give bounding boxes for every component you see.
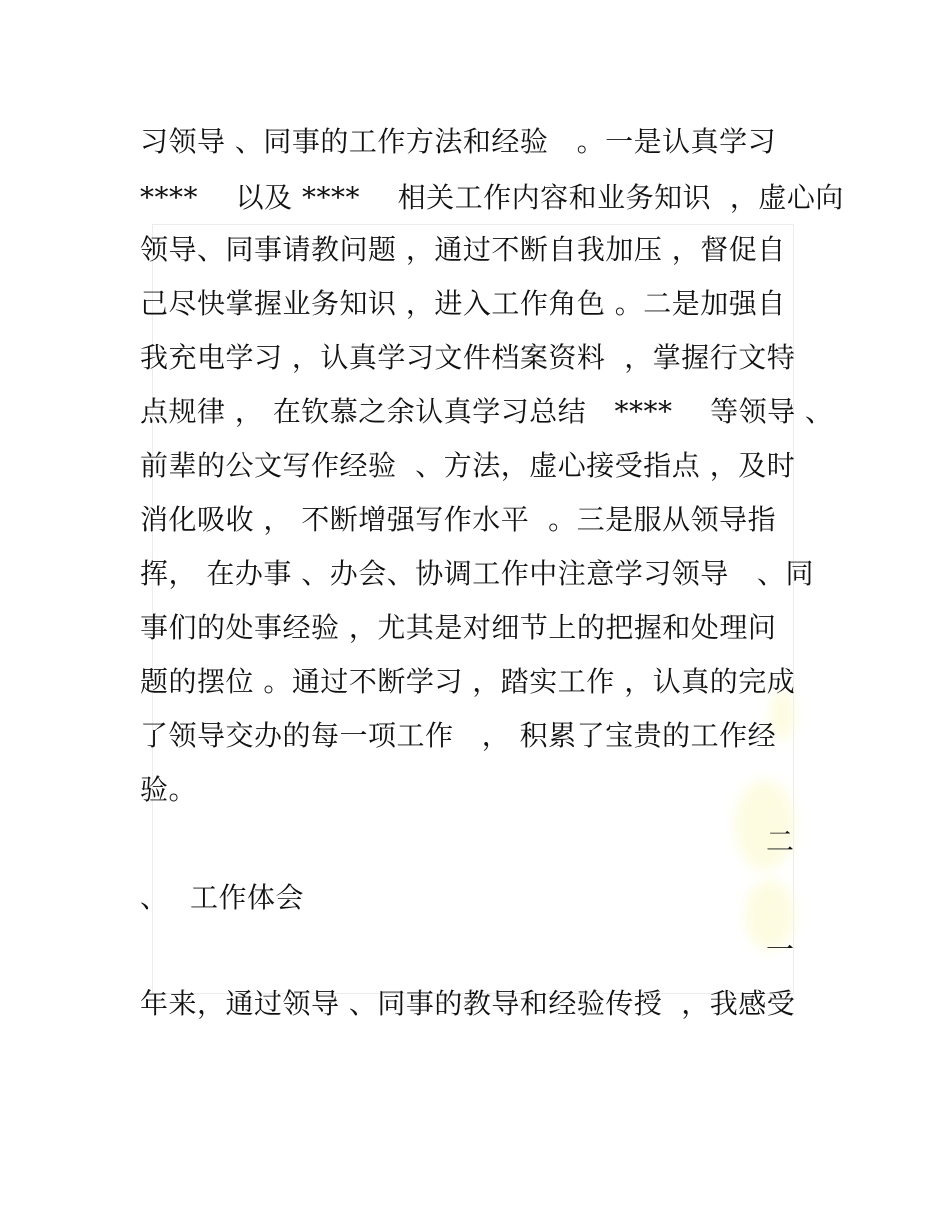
body-line: 前辈的公文写作经验 、方法，虚心接受指点 ，及时 [140, 449, 796, 482]
body-line: 事们的处事经验 ，尤其是对细节上的把握和处理问 [140, 611, 777, 644]
body-line: 年来，通过领导 、同事的教导和经验传授 ，我感受 [140, 987, 796, 1020]
body-line: 己尽快掌握业务知识 ，进入工作角色 。二是加强自 [140, 287, 786, 320]
body-line: 挥， 在办事 、办会、协调工作中注意学习领导 、同 [140, 557, 815, 590]
body-line: 习领导 、同事的工作方法和经验 。一是认真学习 [140, 125, 777, 158]
body-line: 消化吸收 ， 不断增强写作水平 。三是服从领导指 [140, 503, 777, 536]
body-line: 了领导交办的每一项工作 ， 积累了宝贵的工作经 [140, 719, 777, 752]
paragraph-start: 一 [766, 933, 795, 966]
body-line: 我充电学习 ，认真学习文件档案资料 ，掌握行文特 [140, 341, 796, 374]
body-line: 点规律 ， 在钦慕之余认真学习总结 **** 等领导 、 [140, 395, 834, 428]
body-line: 题的摆位 。通过不断学习 ，踏实工作 ，认真的完成 [140, 665, 796, 698]
section-separator: 、 [140, 881, 169, 914]
section-title: 工作体会 [190, 881, 305, 914]
body-line: 领导、同事请教问题 ，通过不断自我加压 ，督促自 [140, 233, 786, 266]
body-line: 验。 [140, 773, 198, 806]
body-line: **** 以及 **** 相关工作内容和业务知识 ，虚心向 [140, 181, 844, 214]
section-number: 二 [766, 825, 795, 858]
